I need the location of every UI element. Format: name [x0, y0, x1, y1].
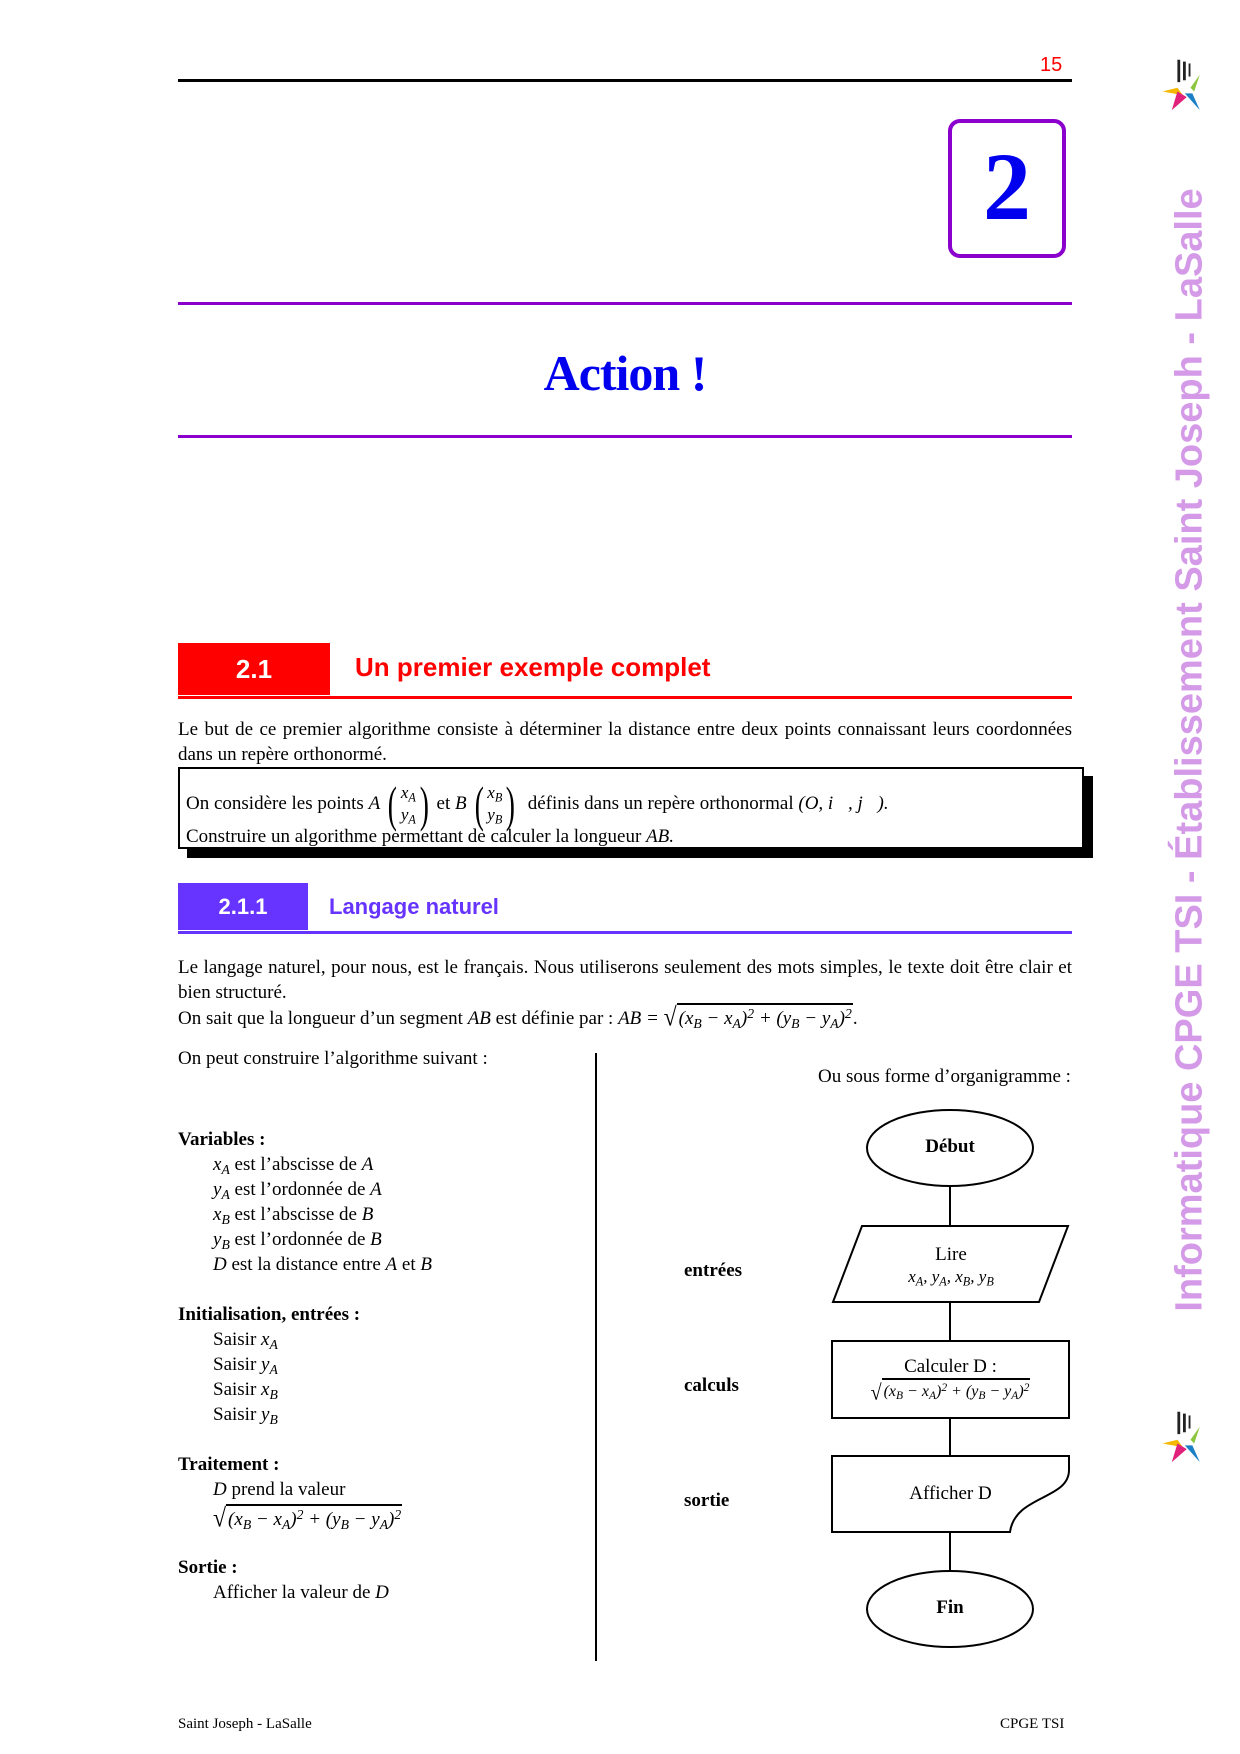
variable-item: $y_B$ est l’ordonnée de B: [213, 1229, 382, 1252]
section-number-box: [178, 643, 330, 695]
variable-item: $y_A$ est l’ordonnée de A: [213, 1179, 382, 1202]
processing-item: D prend la valeur: [213, 1479, 346, 1500]
footer-right: CPGE TSI: [1000, 1716, 1065, 1732]
problem-statement-box: [178, 767, 1084, 849]
column-separator: [595, 1053, 597, 1661]
algorithm-heading-inputs: Initialisation, entrées :: [178, 1304, 361, 1325]
section-title: Un premier exemple complet: [355, 652, 711, 682]
star-logo-icon: [1155, 1408, 1211, 1464]
end-node-label: Fin: [936, 1597, 964, 1618]
problem-line-2: [186, 826, 674, 848]
footer-left: Saint Joseph - LaSalle: [178, 1716, 312, 1732]
input-node-vars: $x_A$, $y_A$, $x_B$, $y_B$: [908, 1267, 994, 1289]
problem-task: Construire un algorithme permettant de calculer la longueur: [186, 826, 642, 847]
natural-language-paragraph: Le langage naturel, pour nous, est le français. Nous utiliserons seulement des mots simples, le texte doit être clair et bien structuré.: [178, 957, 1072, 1003]
section-number: 2.1: [235, 653, 273, 684]
stage-label-inputs: entrées: [684, 1260, 743, 1281]
variable-item: $x_A$ est l’abscisse de A: [213, 1154, 374, 1177]
output-node-label: Afficher D: [909, 1483, 992, 1504]
chapter-title: Action !: [543, 345, 707, 401]
input-item: Saisir $x_B$: [213, 1379, 278, 1402]
subsection-number-box: [178, 883, 308, 930]
input-node-label: [833, 1244, 1069, 1288]
input-item: Saisir $x_A$: [213, 1329, 278, 1352]
subsection-title: Langage naturel: [329, 894, 499, 919]
distance-formula: √ $(x_B - x_A)^2 + (y_B - y_A)^2$: [663, 1003, 852, 1033]
algorithm-intro: On peut construire l’algorithme suivant :: [178, 1048, 488, 1069]
input-item: Saisir $y_B$: [213, 1404, 278, 1427]
segment-ab: AB: [467, 1008, 491, 1029]
definition-text: On sait que la longueur d’un segment: [178, 1008, 463, 1029]
point-b-vector: ( $x_B$ $y_B$ ): [474, 776, 516, 832]
section-intro: Le but de ce premier algorithme consiste à déterminer la distance entre deux points connaissant leurs coordonnées dans un repère orthonormé.: [178, 719, 1072, 765]
chapter-title-rule-bottom: [178, 435, 1072, 438]
algorithm-heading-output: Sortie :: [178, 1557, 238, 1579]
segment-ab: AB.: [646, 826, 675, 847]
school-logo-bottom: [1155, 1408, 1211, 1469]
processing-formula: √ $(x_B - x_A)^2 + (y_B - y_A)^2$: [213, 1504, 402, 1534]
algorithm-heading-processing: Traitement :: [178, 1454, 280, 1475]
stage-label-calculations: calculs: [684, 1375, 739, 1396]
algorithm-heading-variables: Variables :: [178, 1129, 266, 1150]
variable-item: D est la distance entre A et B: [213, 1254, 432, 1275]
subsection-rule: [178, 931, 1072, 934]
page-number: 15: [1040, 54, 1063, 76]
input-item: Saisir $y_A$: [213, 1354, 278, 1377]
point-a-vector: ( $x_A$ $y_A$ ): [387, 776, 429, 832]
chapter-number: 2: [983, 132, 1031, 240]
distance-definition: On sait que la longueur d’un segment AB est définie par : AB = √ $(x_B - x_A)^2 + (y_B - y_A)^2$ .: [178, 1003, 858, 1033]
stage-label-output: sortie: [684, 1490, 730, 1511]
problem-and: et: [436, 793, 451, 814]
side-banner: [1160, 120, 1220, 1380]
algorithm-block: [178, 1127, 578, 1605]
output-item: Afficher la valeur de D: [213, 1582, 389, 1604]
subsection-number: 2.1.1: [218, 893, 268, 919]
process-node-label: [832, 1356, 1069, 1406]
chapter-number-box: [948, 119, 1066, 258]
problem-text: On considère les points: [186, 793, 364, 814]
process-node-formula: √ $(x_B - x_A)^2 + (y_B - y_A)^2$: [832, 1378, 1069, 1403]
flowchart-intro: Ou sous forme d’organigramme :: [818, 1066, 1071, 1087]
side-banner-text: Informatique CPGE TSI - Établissement Saint Joseph - LaSalle: [1168, 188, 1211, 1312]
section-rule: [178, 696, 1072, 699]
variable-item: $x_B$ est l’abscisse de B: [213, 1204, 374, 1227]
point-a-label: A: [368, 793, 381, 814]
process-node-title: Calculer D :: [904, 1356, 997, 1377]
problem-text-suffix: définis dans un repère orthonormal: [527, 793, 794, 814]
formula-lhs: AB =: [618, 1008, 659, 1029]
definition-text-mid: est définie par :: [495, 1008, 614, 1029]
point-b-label: B: [455, 793, 467, 814]
frame-notation: (O, i⃗, j⃗).: [798, 793, 889, 814]
chapter-title-rule-top: [178, 302, 1072, 305]
problem-line-1: [186, 776, 889, 832]
header-rule: [178, 79, 1072, 82]
input-node-title: Lire: [935, 1244, 967, 1265]
school-logo-top: [1155, 56, 1211, 117]
start-node-label: Début: [925, 1136, 975, 1157]
star-logo-icon: [1155, 56, 1211, 112]
